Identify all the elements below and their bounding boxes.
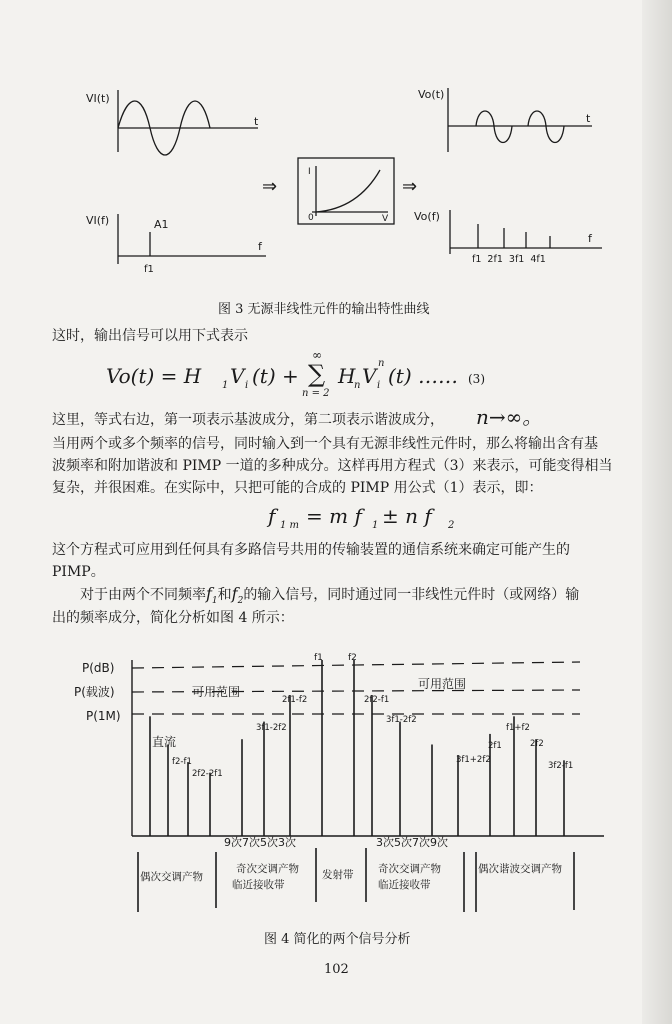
y-label-pdb: P(dB): [82, 661, 115, 675]
bar-label-2f2-f1: 2f2-f1: [364, 695, 390, 705]
bar-label-2f1-f2: 2f1-f2: [282, 695, 308, 705]
bar-label-f1plusf2: f1+f2: [506, 723, 530, 733]
band-odd-intermod-left: 奇次交调产物临近接收带: [232, 863, 299, 891]
band-odd-intermod-right: 奇次交调产物临近接收带: [378, 863, 441, 891]
vi-t-plot: [118, 90, 258, 155]
paragraph-1: 这时，输出信号可以用下式表示: [52, 328, 248, 344]
t-label-2: t: [586, 112, 591, 125]
vi-f-plot: [118, 214, 266, 264]
bar-label-3f1-2f2-right: 3f1-2f2: [386, 715, 417, 725]
figure-4: [60, 640, 620, 920]
t-label: t: [254, 115, 259, 128]
equation-3: Vo(t) = H 1 V i (t) + ∞ ∑ n = 2 H n V i n (t) …… (3): [106, 348, 485, 399]
f-axis-label-2: f: [588, 232, 592, 245]
harmonic-labels: f1 2f1 3f1 4f1: [472, 254, 546, 265]
origin: 0: [308, 213, 314, 223]
vi-f-label: VI(f): [86, 214, 110, 227]
bar-label-f2-f1: f2-f1: [172, 757, 192, 767]
vo-t-label: Vo(t): [418, 88, 445, 101]
f-axis-label: f: [258, 240, 262, 253]
v-axis: V: [382, 214, 389, 224]
paragraph-2-line-4: 复杂，并很困难。在实际中，只把可能的合成的 PIMP 用公式（1）表示，即：: [52, 480, 543, 496]
paragraph-4-line-2: 出的频率成分，简化分析如图 4 所示：: [52, 610, 294, 626]
paragraph-2-line-2: 当用两个或多个频率的信号，同时输入到一个具有无源非线性元件时，那么将输出含有基: [52, 436, 598, 452]
figure-3-caption: 图 3 无源非线性元件的输出特性曲线: [218, 302, 430, 317]
i-axis: I: [308, 167, 311, 177]
y-label-carrier: P(载波): [74, 685, 115, 699]
band-even-intermod: 偶次交调产物: [140, 871, 203, 883]
a1-label: A1: [154, 218, 169, 231]
band-even-harmonic-intermod: 偶次谐波交调产物: [478, 863, 562, 875]
bar-label-3f1-2f2-left: 3f1-2f2: [256, 723, 287, 733]
paragraph-2-limit: n→∞。: [476, 405, 543, 429]
paragraph-3-line-2: PIMP。: [52, 564, 105, 580]
page-number: 102: [324, 962, 349, 977]
band-dividers: [138, 848, 574, 912]
equation-f1m: f 1 m = m f 1 ± n f 2: [268, 504, 455, 531]
bar-label-f1: f1: [314, 653, 323, 663]
paragraph-2-line-1: 这里，等式右边，第一项表示基波成分，第二项表示谐波成分，: [52, 412, 444, 428]
dc-label: 直流: [152, 735, 177, 749]
paragraph-3-line-1: 这个方程式可应用到任何具有多路信号共用的传输装置的通信系统来确定可能产生的: [52, 542, 570, 558]
figure-3: [80, 82, 620, 292]
vo-f-label: Vo(f): [414, 210, 440, 223]
bar-label-2f2: 2f2: [530, 739, 544, 749]
bar-label-3f2-f1: 3f2-f1: [548, 761, 574, 771]
arrow-1: ⇒: [262, 176, 278, 197]
page-edge-shadow: [642, 0, 672, 1024]
order-right: 3次5次7次9次: [376, 836, 448, 849]
usable-range-right: 可用范围: [418, 677, 467, 691]
band-transmit: 发射带: [322, 869, 354, 881]
bar-label-f2: f2: [348, 653, 357, 663]
f1-label: f1: [144, 264, 154, 275]
vi-t-label: VI(t): [86, 92, 110, 105]
order-left: 9次7次5次3次: [224, 836, 296, 849]
bar-label-3f1plus2f2: 3f1+2f2: [456, 755, 491, 765]
figure-4-caption: 图 4 简化的两个信号分析: [264, 932, 411, 947]
bar-label-2f1: 2f1: [488, 741, 502, 751]
bar-label-2f2-2f1: 2f2-2f1: [192, 769, 223, 779]
y-label-p1m: P(1M): [86, 709, 121, 723]
arrow-2: ⇒: [402, 176, 418, 197]
paragraph-2-line-3: 波频率和附加谐波和 PIMP 一道的多种成分。这样再用方程式（3）来表示，可能变得相当: [52, 458, 613, 474]
vo-f-plot: [450, 210, 602, 254]
paragraph-4-line-1: 对于由两个不同频率$f_1$和$f_2$的输入信号，同时通过同一非线性元件时（或网络）输: [80, 584, 580, 606]
usable-range-left: 可用范围: [192, 685, 241, 699]
vo-t-plot: [448, 88, 592, 152]
